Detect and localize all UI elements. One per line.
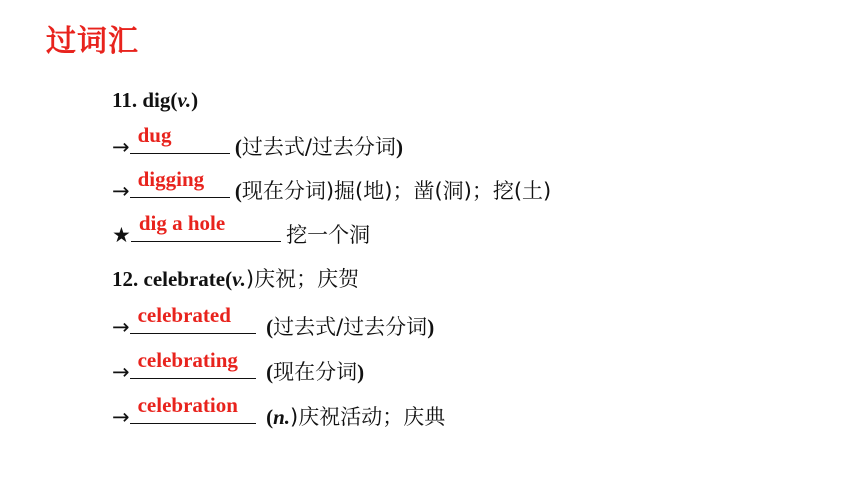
entry-head: 12. celebrate( [112, 267, 233, 291]
answer-text: celebrated [137, 303, 231, 327]
vocab-form-line [112, 348, 365, 386]
arrow-icon: → [112, 315, 130, 339]
answer-blank [130, 303, 256, 334]
arrow-icon: → [112, 179, 130, 203]
arrow-icon: → [112, 360, 130, 384]
star-icon: ★ [112, 223, 131, 247]
vocab-entry-celebrate [112, 265, 359, 293]
note-close: )掘(地)；凿(洞)；挖(土) [325, 179, 552, 203]
entry-tail: ) [191, 88, 199, 112]
answer-blank [131, 211, 281, 242]
answer-blank [130, 123, 230, 154]
answer-blank [130, 167, 230, 198]
note-open: ( [266, 360, 274, 384]
vocab-form-line [112, 393, 446, 431]
note-text: 现在分词 [241, 179, 326, 203]
note-open: ( [266, 315, 274, 339]
note-close: ) [395, 135, 403, 159]
note-open: ( [234, 179, 242, 203]
part-of-speech: v. [232, 267, 246, 291]
answer-text: digging [137, 167, 205, 191]
vocab-form-line [112, 123, 403, 161]
note-close: )庆祝活动；庆典 [290, 405, 446, 429]
note-close: ) [357, 360, 365, 384]
entry-head: 11. dig( [112, 88, 178, 112]
entry-tail: )庆祝；庆贺 [245, 267, 360, 291]
note-open: ( [266, 405, 274, 429]
vocab-form-line [112, 303, 435, 341]
arrow-icon: → [112, 405, 130, 429]
note-open: ( [234, 135, 242, 159]
note-text: 现在分词 [273, 360, 358, 384]
answer-text: celebration [137, 393, 238, 417]
part-of-speech: n. [273, 405, 291, 429]
answer-text: dig a hole [138, 211, 226, 235]
answer-blank [130, 393, 256, 424]
note-text: 过去式/过去分词 [241, 135, 396, 159]
page-title: 过词汇 [46, 24, 139, 59]
note-close: ) [427, 315, 435, 339]
vocab-phrase-line [112, 211, 371, 249]
note-text: 过去式/过去分词 [273, 315, 428, 339]
note-text: 挖一个洞 [286, 223, 371, 247]
answer-blank [130, 348, 256, 379]
vocab-form-line [112, 167, 552, 205]
answer-text: dug [137, 123, 172, 147]
vocab-entry-dig [112, 86, 198, 114]
answer-text: celebrating [137, 348, 238, 372]
arrow-icon: → [112, 135, 130, 159]
part-of-speech: v. [177, 88, 192, 112]
